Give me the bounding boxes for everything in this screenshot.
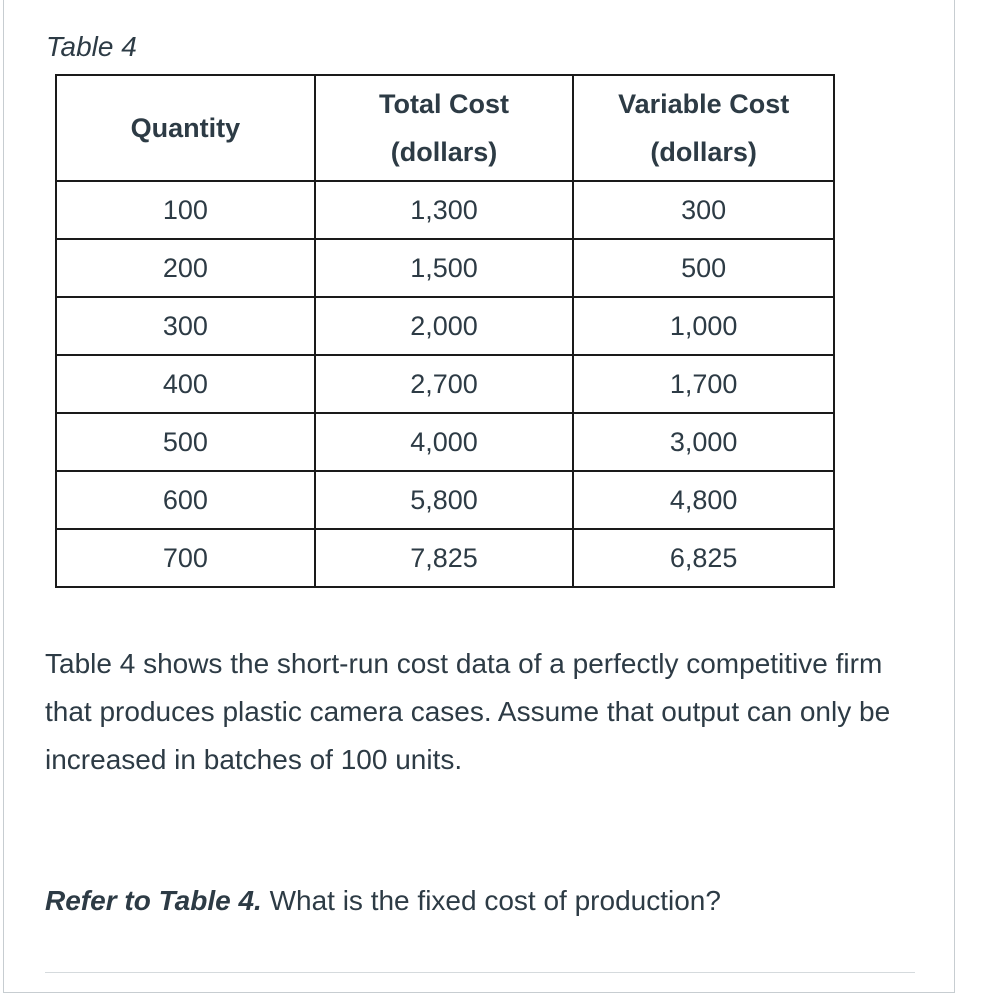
table-row [56, 471, 834, 529]
table-row [56, 239, 834, 297]
cell-total-cost: 1,300 [315, 181, 574, 239]
table-header-row [56, 75, 834, 181]
header-quantity-label: Quantity [130, 113, 241, 143]
cell-quantity: 100 [56, 181, 315, 239]
cell-total-cost: 7,825 [315, 529, 574, 587]
cell-quantity: 200 [56, 239, 315, 297]
header-total-cost-label: Total Cost [379, 89, 510, 119]
header-variable-cost-unit: (dollars) [650, 137, 757, 167]
cell-total-cost: 1,500 [315, 239, 574, 297]
header-total-cost [315, 75, 574, 181]
header-total-cost-unit: (dollars) [390, 137, 498, 167]
cell-quantity: 500 [56, 413, 315, 471]
cell-variable-cost: 300 [573, 181, 834, 239]
question-prompt [45, 878, 721, 924]
question-description: Table 4 shows the short-run cost data of a perfectly competitive firm that produces plastic camera cases. Assume that output can only be increased in batches of 100 units. [45, 648, 891, 775]
divider [45, 972, 915, 973]
cell-variable-cost: 4,800 [573, 471, 834, 529]
table-row [56, 529, 834, 587]
question-reference: Refer to Table 4. [45, 885, 262, 916]
cell-variable-cost: 6,825 [573, 529, 834, 587]
cell-variable-cost: 1,000 [573, 297, 834, 355]
table-row [56, 355, 834, 413]
table-caption: Table 4 [46, 31, 137, 62]
cell-quantity: 600 [56, 471, 315, 529]
table-row [56, 181, 834, 239]
question-text: What is the fixed cost of production? [261, 885, 721, 916]
header-variable-cost-label: Variable Cost [618, 89, 790, 119]
cell-quantity: 400 [56, 355, 315, 413]
cell-total-cost: 2,700 [315, 355, 574, 413]
header-variable-cost [573, 75, 834, 181]
cell-quantity: 700 [56, 529, 315, 587]
header-quantity [56, 75, 315, 181]
cell-quantity: 300 [56, 297, 315, 355]
cell-variable-cost: 1,700 [573, 355, 834, 413]
cell-variable-cost: 3,000 [573, 413, 834, 471]
cell-total-cost: 4,000 [315, 413, 574, 471]
cell-total-cost: 2,000 [315, 297, 574, 355]
cell-total-cost: 5,800 [315, 471, 574, 529]
table-row [56, 297, 834, 355]
cost-table [55, 74, 835, 588]
cell-variable-cost: 500 [573, 239, 834, 297]
table-row [56, 413, 834, 471]
